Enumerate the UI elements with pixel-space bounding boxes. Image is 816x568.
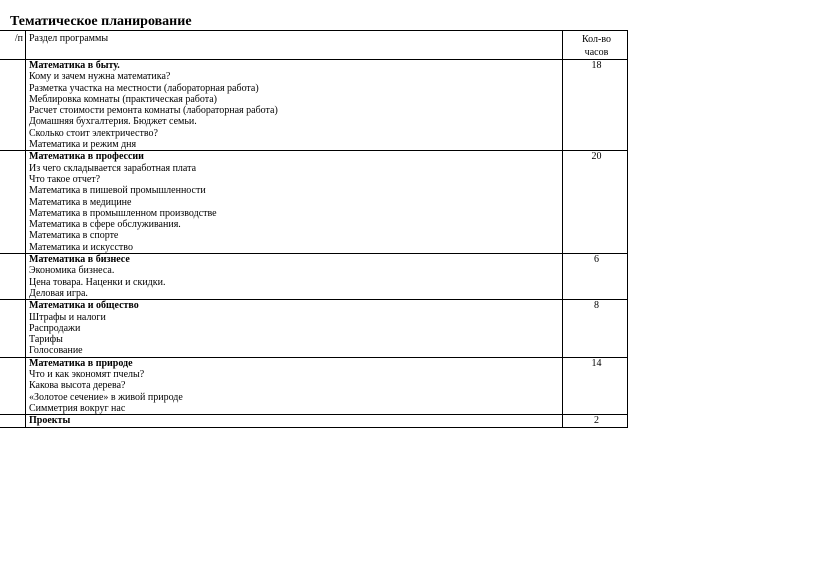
table-header-row: [0, 31, 628, 60]
section-title: Математика в природе: [29, 357, 133, 369]
page-title: Тематическое планирование: [10, 14, 192, 29]
topic-item: Голосование: [29, 345, 83, 357]
row-section-cell: [26, 300, 563, 357]
row-section-cell: [26, 415, 563, 427]
topic-item: Симметрия вокруг нас: [29, 402, 126, 414]
topic-item: Меблировка комнаты (практическая работа): [29, 93, 217, 105]
section-title: Проекты: [29, 415, 71, 427]
topic-item: Сколько стоит электричество?: [29, 127, 158, 139]
row-number-cell: [0, 151, 26, 254]
table-row: [0, 300, 628, 357]
section-title: Математика и общество: [29, 300, 139, 312]
hours-value: 8: [563, 300, 628, 357]
row-number-cell: [0, 415, 26, 427]
hours-value: 2: [563, 415, 628, 427]
table-row: [0, 60, 628, 151]
topic-item: Что такое отчет?: [29, 173, 101, 185]
table-row: [0, 357, 628, 414]
row-section-cell: [26, 60, 563, 151]
topic-item: Математика в пишевой промышленности: [29, 185, 206, 197]
section-title: Математика в быту.: [29, 60, 120, 71]
topic-item: Что и как экономят пчелы?: [29, 369, 145, 381]
topic-item: Математика и искусство: [29, 241, 133, 253]
section-title: Математика в бизнесе: [29, 254, 130, 266]
row-section-cell: [26, 357, 563, 414]
topic-item: Кому и зачем нужна математика?: [29, 71, 171, 83]
topic-item: Разметка участка на местности (лабораторная работа): [29, 82, 259, 94]
topic-item: Какова высота дерева?: [29, 380, 126, 392]
row-number-cell: [0, 300, 26, 357]
topic-item: Деловая игра.: [29, 287, 88, 299]
header-hours-line2: часов: [584, 47, 609, 58]
hours-value: 6: [563, 254, 628, 300]
table-row: [0, 415, 628, 427]
topic-item: Математика в сфере обслуживания.: [29, 219, 181, 231]
table-row: [0, 151, 628, 254]
header-section: Раздел программы: [26, 31, 563, 60]
planning-table: [0, 30, 628, 428]
topic-item: Тарифы: [29, 334, 63, 346]
topic-item: «Золотое сечение» в живой природе: [29, 391, 183, 403]
topic-item: Расчет стоимости ремонта комнаты (лабораторная работа): [29, 105, 278, 117]
topic-item: Математика в медицине: [29, 196, 132, 208]
hours-value: 14: [563, 357, 628, 414]
row-number-cell: [0, 60, 26, 151]
header-hours-line1: Кол-во: [581, 34, 611, 45]
topic-item: Экономика бизнеса.: [29, 265, 115, 277]
topic-item: Математика в промышленном производстве: [29, 207, 217, 219]
topic-item: Из чего складывается заработная плата: [29, 162, 197, 174]
header-hours: [563, 31, 628, 60]
row-number-cell: [0, 254, 26, 300]
table-row: [0, 254, 628, 300]
topic-item: Математика и режим дня: [29, 139, 137, 151]
topic-item: Математика в спорте: [29, 230, 119, 242]
row-number-cell: [0, 357, 26, 414]
topic-item: Штрафы и налоги: [29, 311, 106, 323]
topic-item: Распродажи: [29, 322, 81, 334]
topic-item: Цена товара. Наценки и скидки.: [29, 276, 166, 288]
header-number: /п: [0, 31, 26, 60]
hours-value: 18: [563, 60, 628, 151]
topic-item: Домашняя бухгалтерия. Бюджет семьи.: [29, 116, 197, 128]
row-section-cell: [26, 151, 563, 254]
section-title: Математика в профессии: [29, 151, 144, 163]
row-section-cell: [26, 254, 563, 300]
hours-value: 20: [563, 151, 628, 254]
